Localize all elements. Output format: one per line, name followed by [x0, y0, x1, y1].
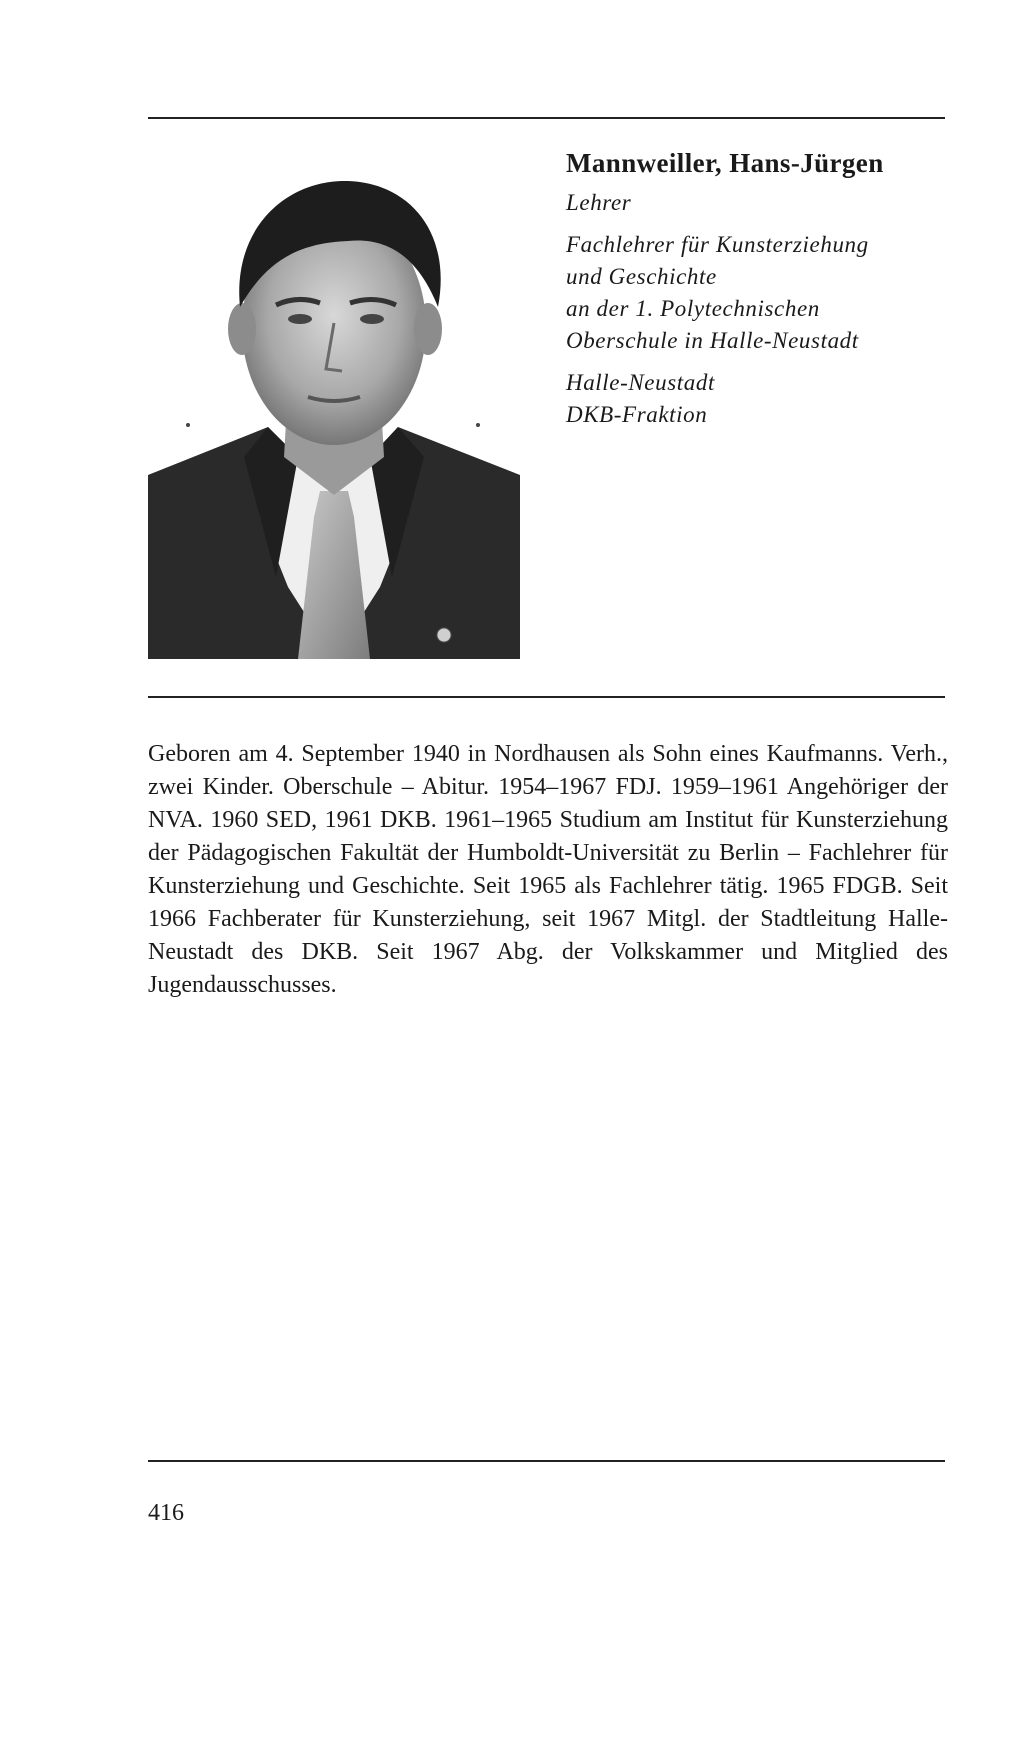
position-line-3: an der 1. Polytechnischen — [566, 296, 820, 321]
position-line-2: und Geschichte — [566, 264, 717, 289]
faction: DKB-Fraktion — [566, 402, 708, 427]
occupation: Lehrer — [566, 190, 632, 215]
portrait-photo — [148, 157, 520, 659]
bottom-rule — [148, 1460, 945, 1462]
middle-rule — [148, 696, 945, 698]
biography: Geboren am 4. September 1940 in Nordhausen als Sohn eines Kaufmanns. Verh., zwei Kinder. Oberschule – Abitur. 1954–1967 FDJ. 1959–1961 Angehöriger der NVA. 1960 SED, 1961 DKB. 1961–1965 Studium am Institut für Kunsterziehung der Pädagogischen Fakultät der Humboldt-Universität zu Berlin – Fachlehrer für Kunsterziehung und Geschichte. Seit 1965 als Fachlehrer tätig. 1965 FDGB. Seit 1966 Fachberater für Kunsterziehung, seit 1967 Mitgl. der Stadtleitung Halle-Neustadt des DKB. Seit 1967 Abg. der Volkskammer und Mitglied des Jugendausschusses. — [148, 741, 948, 998]
top-rule — [148, 117, 945, 119]
residence: Halle-Neustadt — [566, 370, 715, 395]
entry-header — [566, 148, 946, 431]
page-number: 416 — [148, 1500, 184, 1526]
position-line-4: Oberschule in Halle-Neustadt — [566, 328, 859, 353]
position-line-1: Fachlehrer für Kunsterziehung — [566, 232, 869, 257]
person-name: Mannweiller, Hans-Jürgen — [566, 148, 884, 178]
